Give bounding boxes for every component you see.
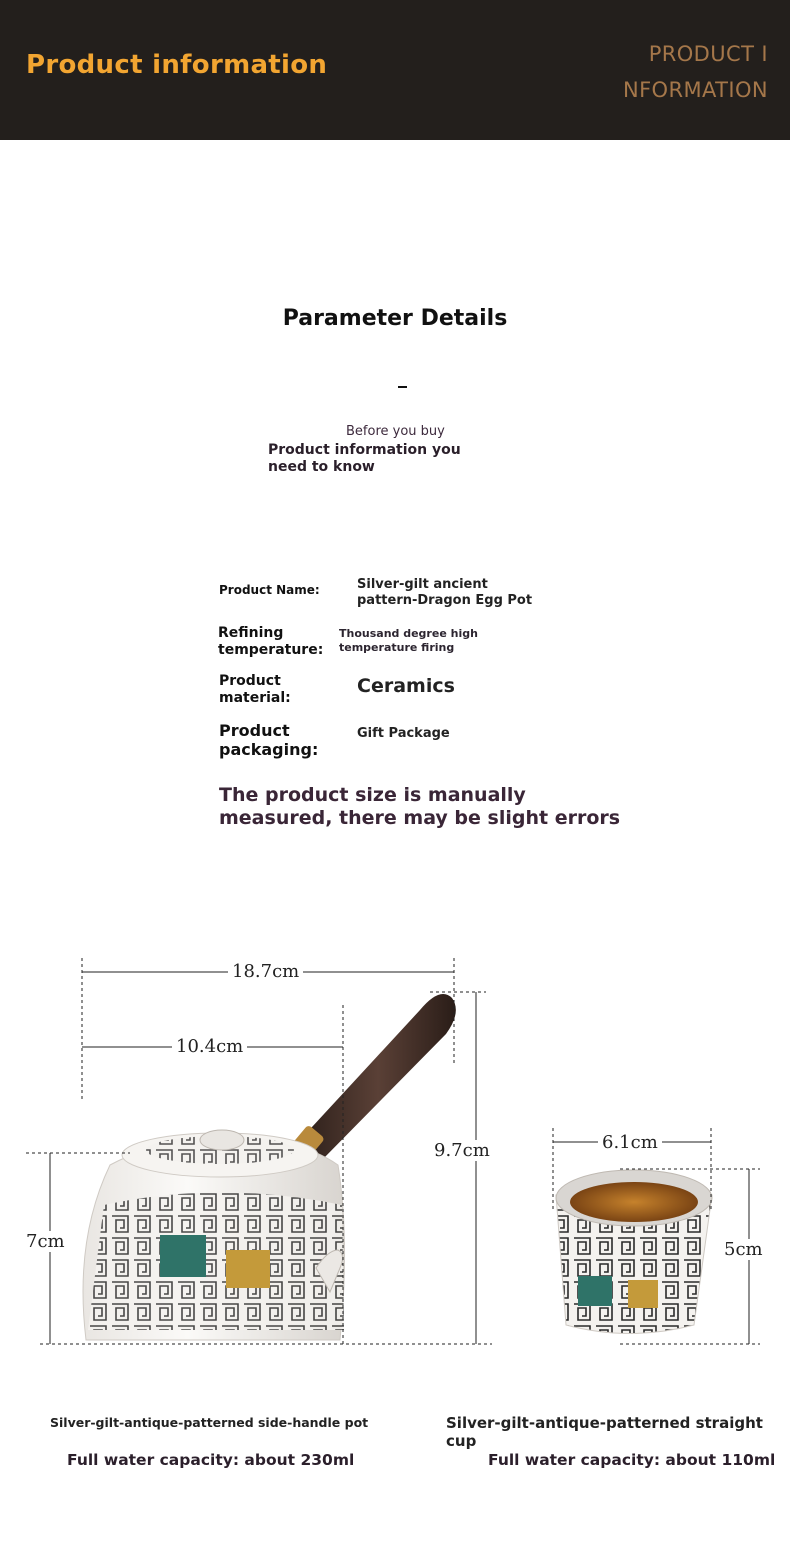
spec-label-product-name: Product Name:: [219, 583, 320, 597]
dim-pot-body-height: 7cm: [22, 1231, 69, 1252]
title-divider: [398, 386, 407, 388]
spec-label-product-material: Product material:: [219, 673, 291, 706]
size-notice: The product size is manually measured, there may be slight errors: [219, 784, 621, 829]
spec-value-product-material: Ceramics: [357, 675, 455, 697]
header-english-line-1: PRODUCT I: [648, 42, 768, 66]
spec-label-refining-temperature: Refining temperature:: [218, 625, 324, 658]
pattern-gold-panel: [226, 1250, 270, 1288]
dim-pot-body-width: 10.4cm: [172, 1036, 247, 1057]
spec-value-product-packaging: Gift Package: [357, 726, 450, 741]
teapot-pattern: [88, 1193, 344, 1331]
pot-name-caption: Silver-gilt-antique-patterned side-handle pot: [50, 1415, 369, 1430]
dim-cup-height: 5cm: [720, 1239, 767, 1260]
teapot-handle: [300, 994, 456, 1160]
header-english-line-2: NFORMATION: [622, 78, 768, 102]
dim-pot-total-height: 9.7cm: [430, 1140, 494, 1161]
cup-tea: [570, 1182, 698, 1222]
spec-label-product-packaging: Product packaging:: [219, 721, 319, 759]
cup-illustration: [556, 1170, 712, 1334]
header-english-title: [623, 36, 768, 108]
cup-gold-panel: [628, 1280, 658, 1308]
lid-knob: [200, 1130, 244, 1150]
header-title: Product information: [26, 50, 328, 80]
need-to-know-label: Product information you need to know: [268, 442, 461, 475]
teapot-illustration: [83, 994, 456, 1340]
pot-capacity-caption: Full water capacity: about 230ml: [67, 1451, 355, 1469]
cup-green-panel: [578, 1276, 612, 1306]
product-photo: [0, 950, 790, 1410]
header-banner: [0, 0, 790, 140]
cup-name-caption: Silver-gilt-antique-patterned straight cup: [446, 1414, 763, 1450]
dim-cup-width: 6.1cm: [598, 1132, 662, 1153]
cup-capacity-caption: Full water capacity: about 110ml: [488, 1451, 776, 1469]
parameter-details-title: Parameter Details: [282, 306, 508, 331]
spec-value-product-name: Silver-gilt ancient pattern-Dragon Egg Pot: [357, 577, 533, 608]
before-you-buy-label: Before you buy: [346, 424, 445, 439]
spec-value-refining-temperature: Thousand degree high temperature firing: [339, 627, 478, 654]
dim-pot-width: 18.7cm: [228, 961, 303, 982]
pattern-green-panel: [160, 1235, 206, 1277]
